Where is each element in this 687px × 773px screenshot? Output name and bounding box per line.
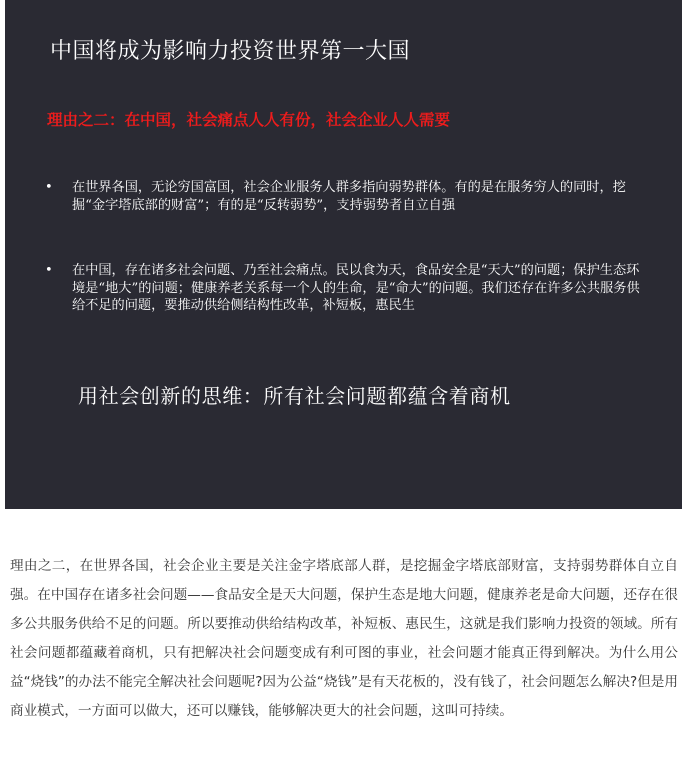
bullet-text: 在世界各国，无论穷国富国，社会企业服务人群多指向弱势群体。有的是在服务穷人的同时，挖掘“金字塔底部的财富”；有的是“反转弱势”，支持弱势者自立自强: [72, 180, 626, 213]
bullet-text: 在中国，存在诸多社会问题、乃至社会痛点。民以食为天，食品安全是“天大”的问题；保护生态环境是“地大”的问题；健康养老关系每一个人的生命，是“命大”的问题。我们还存在许多公共服务供给不足的问题，要推动供给侧结构性改革，补短板，惠民生: [72, 263, 640, 313]
reason-heading: 理由之二：在中国，社会痛点人人有份，社会企业人人需要: [47, 110, 451, 129]
slide-slogan: 用社会创新的思维：所有社会问题都蕴含着商机: [78, 384, 511, 408]
presentation-slide: [5, 0, 682, 509]
bullet-dot-icon: •: [45, 180, 53, 195]
slide-title: 中国将成为影响力投资世界第一大国: [50, 39, 411, 64]
bullet-item: [45, 179, 644, 214]
bullet-item: [45, 262, 644, 315]
article-paragraph: 理由之二，在世界各国，社会企业主要是关注金字塔底部人群，是挖掘金字塔底部财富，支持弱势群体自立自强。在中国存在诸多社会问题——食品安全是天大问题，保护生态是地大问题，健康养老是命大问题，还存在很多公共服务供给不足的问题。所以要推动供给结构改革，补短板、惠民生，这就是我们影响力投资的领域。所有社会问题都蕴藏着商机，只有把解决社会问题变成有利可图的事业，社会问题才能真正得到解决。为什么用公益“烧钱”的办法不能完全解决社会问题呢?因为公益“烧钱”是有天花板的，没有钱了，社会问题怎么解决?但是用商业模式，一方面可以做大，还可以赚钱，能够解决更大的社会问题，这叫可持续。: [10, 558, 678, 719]
bullet-dot-icon: •: [45, 263, 53, 278]
